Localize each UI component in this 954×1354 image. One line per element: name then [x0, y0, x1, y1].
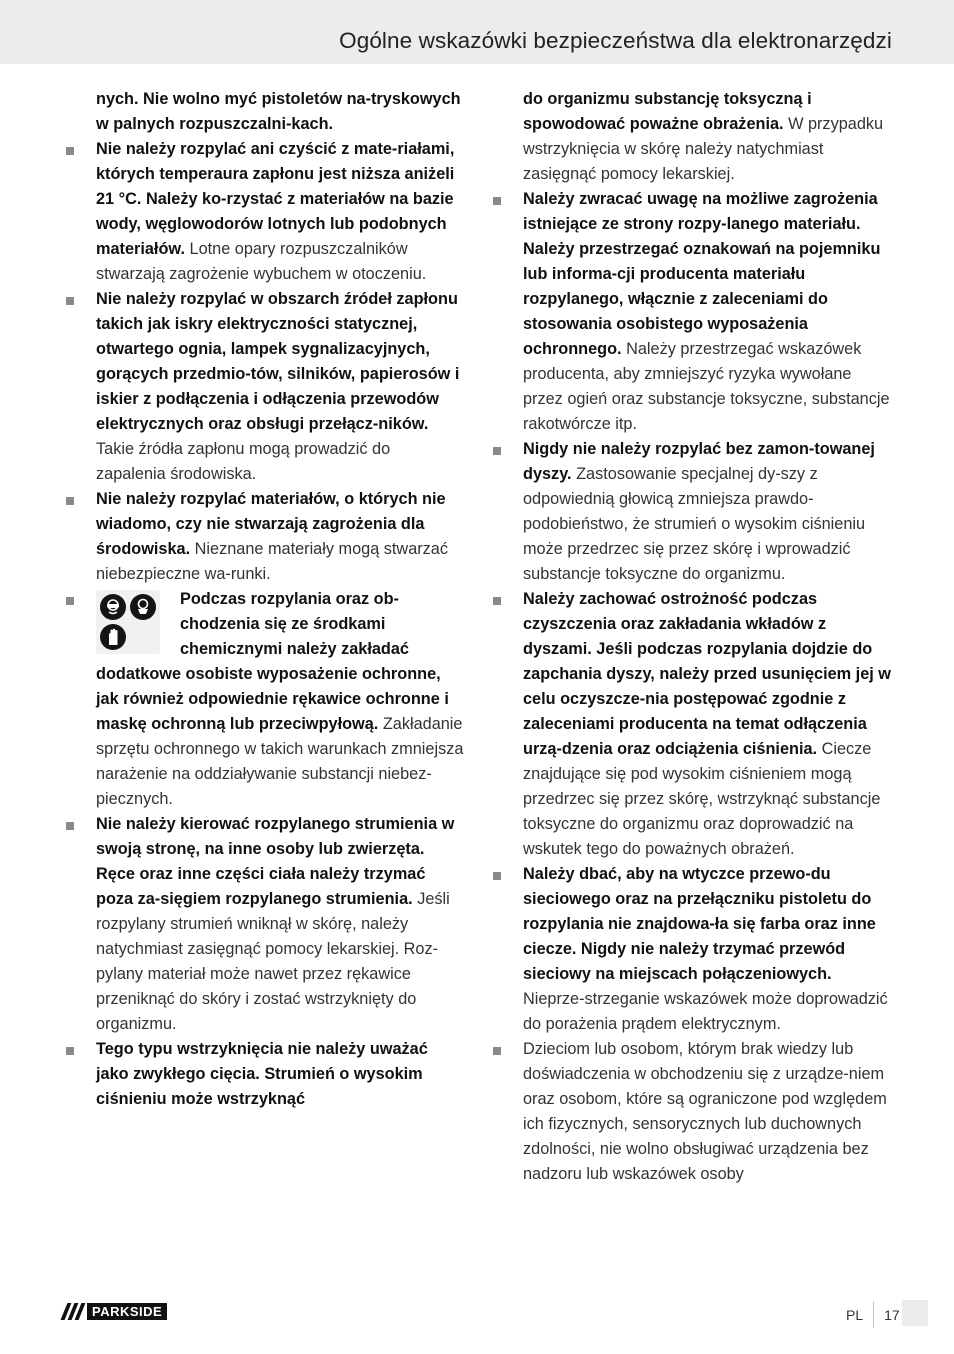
respirator-icon — [130, 594, 156, 620]
footer-divider — [873, 1302, 874, 1328]
normal-text: W przypadku wstrzyknięcia w skórę należy natychmiast zasięgnąć pomocy lekarskiej. — [523, 115, 884, 183]
right-column — [491, 87, 891, 1187]
normal-text: Zastosowanie specjalnej dy-szy z odpowiednią głowicą zmniejsza prawdo-podobieństwo, że strumień o wysokim ciśnieniu może przedrzec się przez skórę i wprowadzić substancje toksyczne do organizmu. — [523, 465, 866, 583]
normal-text: Nieznane materiały mogą stwarzać niebezpieczne wa-runki. — [96, 540, 449, 583]
language-code: PL — [846, 1307, 864, 1323]
page-title: Ogólne wskazówki bezpieczeństwa dla elektronarzędzi — [339, 28, 892, 53]
list-item — [64, 287, 464, 487]
footer-tab-block — [902, 1300, 928, 1326]
list-item — [491, 437, 891, 587]
eye-protection-icon — [100, 594, 126, 620]
bullet-icon — [66, 1047, 74, 1055]
brand-name: PARKSIDE — [87, 1303, 167, 1320]
bullet-icon — [493, 447, 501, 455]
normal-text: Jeśli rozpylany strumień wniknął w skórę, należy natychmiast zasięgnąć pomocy lekarskiej. Roz-pylany materiał może nawet przez rękawice przeniknąć do skóry i zostać wstrzyknięty do organizmu. — [96, 890, 450, 1033]
normal-text: Ciecze znajdujące się pod wysokim ciśnieniem mogą przedrzec się przez skórę, wstrzyknąć substancje toksyczne do organizmu oraz doprowadzić na wskutek tego do poważnych obrażeń. — [523, 740, 881, 858]
normal-text: Nieprze-strzeganie wskazówek może doprowadzić do porażenia prądem elektrycznym. — [523, 990, 888, 1033]
bullet-icon — [493, 597, 501, 605]
bold-text: Należy zachować ostrożność podczas czyszczenia oraz zakładania wkładów z dyszami. Jeśli podczas rozpylania dojdzie do zapchania dyszy, należy przed usunięciem jej w celu oczyszcze-nia postępować zgodnie z zaleceniami producenta na temat odłączenia urzą-dzenia oraz odciążenia ciśnienia. — [523, 590, 891, 758]
logo-slashes — [64, 1303, 85, 1320]
page-footer — [846, 1302, 900, 1328]
bold-text: Należy dbać, aby na wtyczce przewo-du sieciowego oraz na przełączniku pistoletu do rozpylania nie znajdowa-ła się farba oraz inne ciecze. Nigdy nie należy trzymać przewód sieciowy na miejscach połączeniowych. — [523, 865, 876, 983]
bullet-icon — [493, 872, 501, 880]
bold-text: Nie należy kierować rozpylanego strumienia w swoją stronę, na inne osoby lub zwierzęta. Ręce oraz inne części ciała należy trzymać poza za-sięgiem rozpylanego strumienia. — [96, 815, 455, 908]
normal-text: Zakładanie sprzętu ochronnego w takich warunkach zmniejsza narażenie na oddziaływanie substancji niebez-piecznych. — [96, 715, 464, 808]
bold-text: do organizmu substancję toksyczną i spowodować poważne obrażenia. — [523, 90, 812, 133]
bold-text: nych. Nie wolno myć pistoletów na-tryskowych w palnych rozpuszczalni-kach. — [96, 90, 461, 133]
parkside-logo — [64, 1302, 167, 1320]
list-item — [491, 1037, 891, 1187]
ppe-icons — [96, 590, 160, 654]
bullet-icon — [66, 822, 74, 830]
list-item — [64, 487, 464, 587]
continued-paragraph — [64, 87, 464, 137]
bullet-icon — [66, 297, 74, 305]
bold-text: Nie należy rozpylać w obszarch źródeł zapłonu takich jak iskry elektryczności statycznej, otwartego ognia, lampek sygnalizacyjnych, gorących przedmio-tów, silników, papierosów i iskier z podłączenia i odłączenia przewodów elektrycznych oraz obsługi przełącz-ników. — [96, 290, 460, 433]
normal-text: Należy przestrzegać wskazówek producenta, aby zmniejszyć ryzyka wywołane przez ogień oraz substancje toksyczne, substancje rakotwórcze itp. — [523, 340, 890, 433]
list-item — [491, 862, 891, 1037]
list-item — [64, 812, 464, 1037]
bullet-icon — [493, 197, 501, 205]
bullet-icon — [493, 1047, 501, 1055]
normal-text: Lotne opary rozpuszczalników stwarzają zagrożenie wybuchem w otoczeniu. — [96, 240, 427, 283]
page-number: 17 — [884, 1307, 900, 1323]
bullet-icon — [66, 597, 74, 605]
list-item — [491, 587, 891, 862]
left-column — [64, 87, 464, 1112]
list-item — [64, 587, 464, 812]
list-item — [64, 137, 464, 287]
bold-text: Nie należy rozpylać materiałów, o których nie wiadomo, czy nie stwarzają zagrożenia dla środowiska. — [96, 490, 446, 558]
bold-text: Należy zwracać uwagę na możliwe zagrożenia istniejące ze strony rozpy-lanego materiału. Należy przestrzegać oznakowań na pojemniku lub informa-cji producenta materiału rozpylanego, włącznie z zaleceniami do stosowania osobistego wyposażenia ochronnego. — [523, 190, 881, 358]
bold-text: Tego typu wstrzyknięcia nie należy uważać jako zwykłego cięcia. Strumień o wysokim ciśnieniu może wstrzyknąć — [96, 1040, 428, 1108]
continued-paragraph — [491, 87, 891, 187]
list-item — [491, 187, 891, 437]
protective-gloves-icon — [100, 624, 126, 650]
bullet-icon — [66, 147, 74, 155]
bold-text: Nigdy nie należy rozpylać bez zamon-towanej dyszy. — [523, 440, 875, 483]
bullet-icon — [66, 497, 74, 505]
bold-text: Podczas rozpylania oraz ob-chodzenia się ze środkami chemicznymi należy zakładać dodatkowe osobiste wyposażenie ochronne, jak również odpowiednie rękawice ochronne i maskę ochronną lub przeciwpyłową. — [96, 590, 449, 733]
normal-text: Dzieciom lub osobom, którym brak wiedzy lub doświadczenia w obchodzeniu się z urządze-niem oraz osobom, które są ograniczone pod względem ich fizycznych, sensorycznych lub duchownych zdolności, nie wolno obsługiwać urządzenia bez nadzoru lub wskazówek osoby — [523, 1040, 887, 1183]
normal-text: Takie źródła zapłonu mogą prowadzić do zapalenia środowiska. — [96, 440, 391, 483]
list-item — [64, 1037, 464, 1112]
bold-text: Nie należy rozpylać ani czyścić z mate-riałami, których temperaura zapłonu jest niższa aniżeli 21 °C. Należy ko-rzystać z materiałów na bazie wody, węglowodorów lotnych lub podobnych materiałów. — [96, 140, 455, 258]
